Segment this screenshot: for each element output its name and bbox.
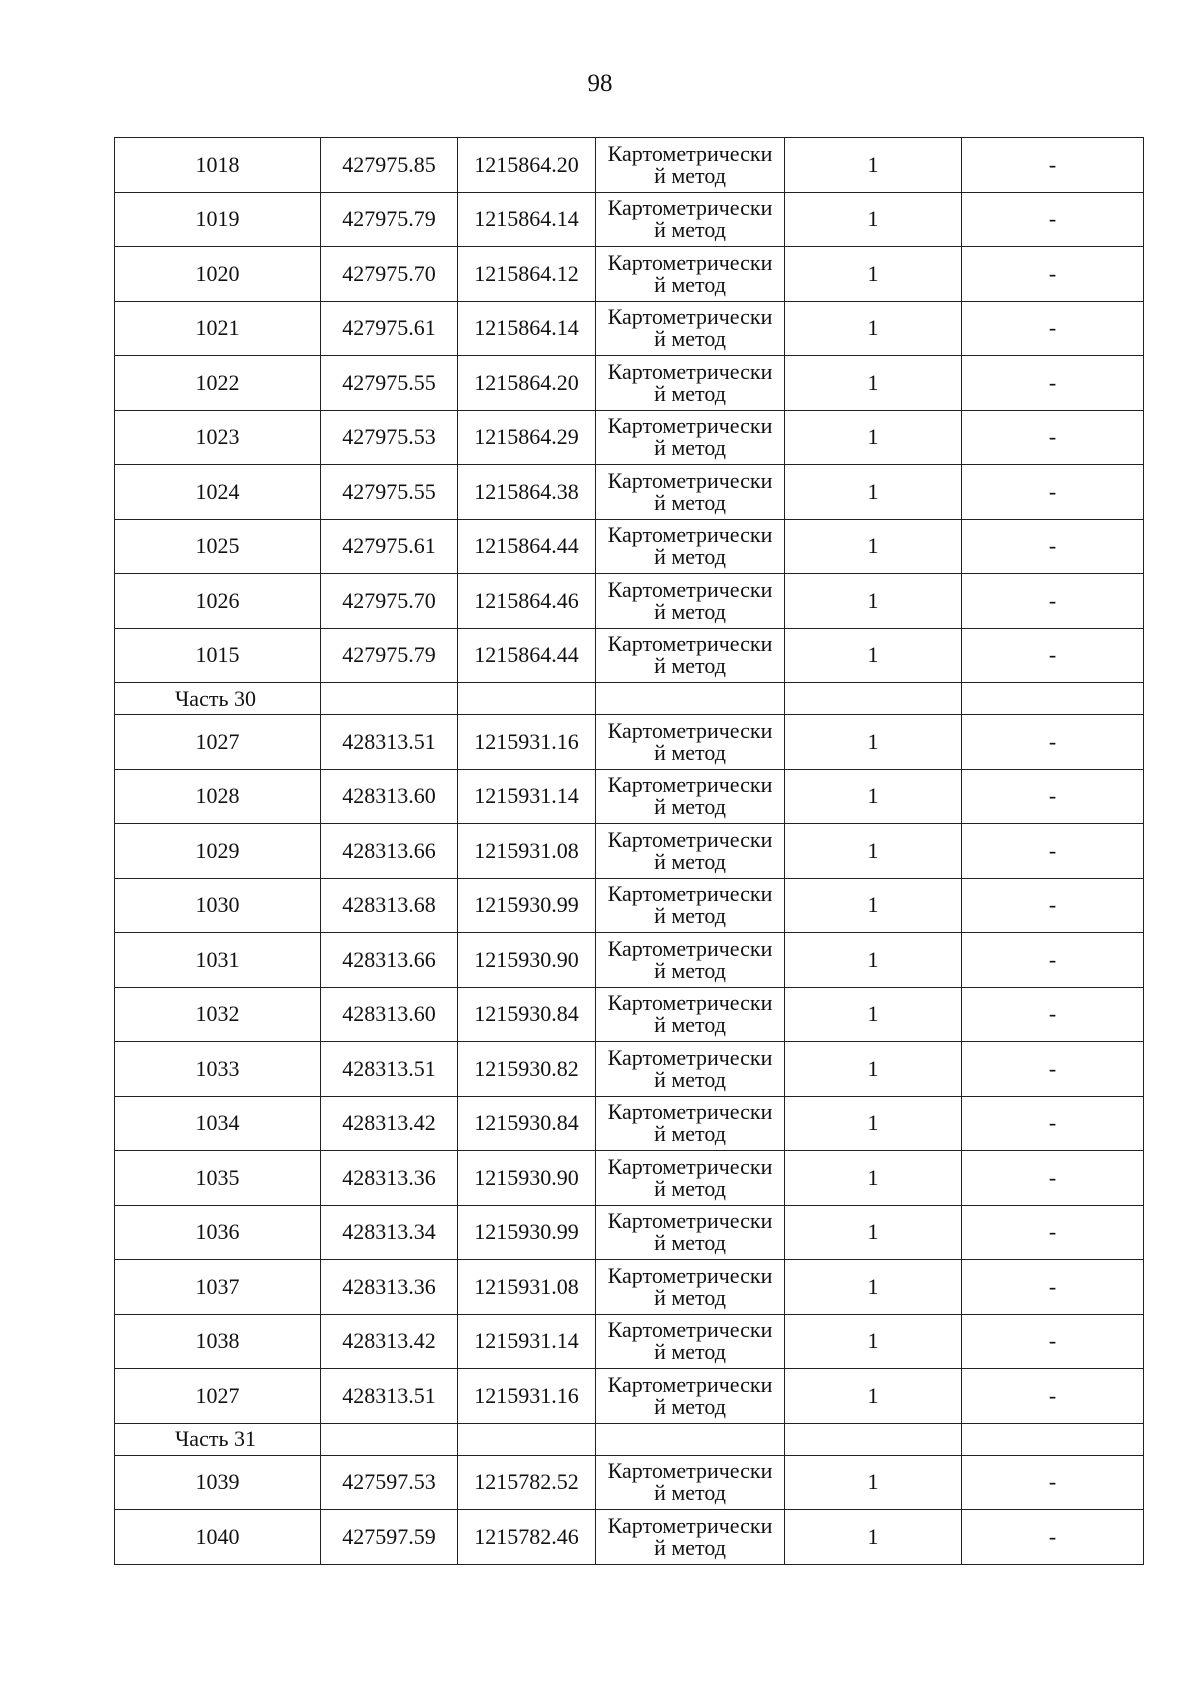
method-line-2: й метод: [654, 1339, 726, 1365]
x-coordinate-cell: 428313.68: [321, 878, 458, 933]
method-line-1: Картометрически: [607, 413, 773, 439]
accuracy-cell: 1: [785, 987, 962, 1042]
note-cell: -: [962, 574, 1144, 629]
y-coordinate-cell: 1215782.46: [458, 1510, 596, 1565]
point-id-cell: 1040: [115, 1510, 321, 1565]
method-cell: [596, 987, 785, 1042]
method-cell: [596, 138, 785, 193]
point-id-cell: 1030: [115, 878, 321, 933]
x-coordinate-cell: 427975.70: [321, 247, 458, 302]
point-id-cell: 1026: [115, 574, 321, 629]
x-coordinate-cell: 428313.51: [321, 1369, 458, 1424]
note-cell: -: [962, 1151, 1144, 1206]
method-line-1: Картометрически: [607, 195, 773, 221]
accuracy-cell: 1: [785, 247, 962, 302]
table-row: [115, 1369, 1144, 1424]
x-coordinate-cell: 428313.34: [321, 1205, 458, 1260]
x-coordinate-cell: 428313.66: [321, 933, 458, 988]
method-cell: [596, 356, 785, 411]
table-row: [115, 410, 1144, 465]
method-line-2: й метод: [654, 739, 726, 765]
note-cell: -: [962, 628, 1144, 683]
point-id-cell: 1027: [115, 1369, 321, 1424]
note-cell: -: [962, 519, 1144, 574]
table-row: [115, 138, 1144, 193]
accuracy-cell: 1: [785, 1205, 962, 1260]
accuracy-cell: 1: [785, 519, 962, 574]
method-cell: [596, 933, 785, 988]
empty-cell: [596, 1423, 785, 1455]
note-cell: -: [962, 301, 1144, 356]
method-line-2: й метод: [654, 848, 726, 874]
method-line-1: Картометрически: [607, 881, 773, 907]
method-cell: [596, 192, 785, 247]
part-header-row: [115, 683, 1144, 715]
method-line-1: Картометрически: [607, 935, 773, 961]
method-cell: [596, 715, 785, 770]
point-id-cell: 1029: [115, 824, 321, 879]
point-id-cell: 1015: [115, 628, 321, 683]
method-line-1: Картометрически: [607, 1262, 773, 1288]
y-coordinate-cell: 1215930.99: [458, 878, 596, 933]
x-coordinate-cell: 427975.53: [321, 410, 458, 465]
note-cell: -: [962, 1314, 1144, 1369]
accuracy-cell: 1: [785, 1510, 962, 1565]
note-cell: -: [962, 769, 1144, 824]
table-row: [115, 356, 1144, 411]
accuracy-cell: 1: [785, 933, 962, 988]
method-cell: [596, 1314, 785, 1369]
table-row: [115, 824, 1144, 879]
method-line-2: й метод: [654, 1012, 726, 1038]
x-coordinate-cell: 428313.51: [321, 715, 458, 770]
method-line-2: й метод: [654, 903, 726, 929]
note-cell: -: [962, 824, 1144, 879]
empty-cell: [962, 683, 1144, 715]
method-line-1: Картометрически: [607, 1099, 773, 1125]
method-line-2: й метод: [654, 1175, 726, 1201]
method-line-2: й метод: [654, 326, 726, 352]
empty-cell: [321, 683, 458, 715]
empty-cell: [785, 1423, 962, 1455]
y-coordinate-cell: 1215931.16: [458, 1369, 596, 1424]
note-cell: -: [962, 192, 1144, 247]
table-row: [115, 1151, 1144, 1206]
method-cell: [596, 769, 785, 824]
method-line-2: й метод: [654, 1534, 726, 1560]
method-cell: [596, 628, 785, 683]
page-number: 98: [587, 70, 613, 97]
coordinates-table: [114, 137, 1144, 1565]
y-coordinate-cell: 1215864.20: [458, 356, 596, 411]
point-id-cell: 1020: [115, 247, 321, 302]
y-coordinate-cell: 1215864.14: [458, 192, 596, 247]
x-coordinate-cell: 428313.36: [321, 1151, 458, 1206]
point-id-cell: 1021: [115, 301, 321, 356]
empty-cell: [785, 683, 962, 715]
point-id-cell: 1027: [115, 715, 321, 770]
x-coordinate-cell: 428313.42: [321, 1314, 458, 1369]
method-line-2: й метод: [654, 1121, 726, 1147]
table-row: [115, 519, 1144, 574]
method-cell: [596, 247, 785, 302]
method-line-1: Картометрически: [607, 1208, 773, 1234]
point-id-cell: 1018: [115, 138, 321, 193]
method-cell: [596, 519, 785, 574]
point-id-cell: 1025: [115, 519, 321, 574]
x-coordinate-cell: 427975.70: [321, 574, 458, 629]
empty-cell: [458, 683, 596, 715]
method-line-2: й метод: [654, 1066, 726, 1092]
table-row: [115, 247, 1144, 302]
method-line-2: й метод: [654, 162, 726, 188]
x-coordinate-cell: 428313.51: [321, 1042, 458, 1097]
x-coordinate-cell: 428313.60: [321, 769, 458, 824]
table-row: [115, 1314, 1144, 1369]
point-id-cell: 1028: [115, 769, 321, 824]
note-cell: -: [962, 1455, 1144, 1510]
method-cell: [596, 878, 785, 933]
accuracy-cell: 1: [785, 1260, 962, 1315]
note-cell: -: [962, 1042, 1144, 1097]
x-coordinate-cell: 428313.36: [321, 1260, 458, 1315]
accuracy-cell: 1: [785, 1042, 962, 1097]
empty-cell: [962, 1423, 1144, 1455]
y-coordinate-cell: 1215931.08: [458, 824, 596, 879]
method-line-2: й метод: [654, 217, 726, 243]
method-line-2: й метод: [654, 957, 726, 983]
x-coordinate-cell: 427975.85: [321, 138, 458, 193]
accuracy-cell: 1: [785, 824, 962, 879]
method-line-1: Картометрически: [607, 1371, 773, 1397]
point-id-cell: 1024: [115, 465, 321, 520]
table-body: [115, 138, 1144, 1565]
table-row: [115, 878, 1144, 933]
method-line-2: й метод: [654, 1393, 726, 1419]
method-line-1: Картометрически: [607, 990, 773, 1016]
method-line-1: Картометрически: [607, 304, 773, 330]
table-row: [115, 192, 1144, 247]
y-coordinate-cell: 1215864.20: [458, 138, 596, 193]
y-coordinate-cell: 1215864.44: [458, 519, 596, 574]
x-coordinate-cell: 427975.55: [321, 465, 458, 520]
method-line-1: Картометрически: [607, 826, 773, 852]
method-cell: [596, 824, 785, 879]
accuracy-cell: 1: [785, 628, 962, 683]
table-row: [115, 933, 1144, 988]
empty-cell: [321, 1423, 458, 1455]
point-id-cell: 1035: [115, 1151, 321, 1206]
note-cell: -: [962, 1510, 1144, 1565]
y-coordinate-cell: 1215931.16: [458, 715, 596, 770]
note-cell: -: [962, 247, 1144, 302]
accuracy-cell: 1: [785, 1314, 962, 1369]
table-row: [115, 1042, 1144, 1097]
y-coordinate-cell: 1215931.08: [458, 1260, 596, 1315]
x-coordinate-cell: 427975.61: [321, 519, 458, 574]
table-row: [115, 987, 1144, 1042]
method-line-2: й метод: [654, 1284, 726, 1310]
note-cell: -: [962, 878, 1144, 933]
method-line-2: й метод: [654, 271, 726, 297]
method-line-1: Картометрически: [607, 1458, 773, 1484]
note-cell: -: [962, 410, 1144, 465]
y-coordinate-cell: 1215864.29: [458, 410, 596, 465]
y-coordinate-cell: 1215782.52: [458, 1455, 596, 1510]
method-cell: [596, 574, 785, 629]
note-cell: -: [962, 138, 1144, 193]
method-line-1: Картометрически: [607, 576, 773, 602]
note-cell: -: [962, 465, 1144, 520]
note-cell: -: [962, 933, 1144, 988]
table-row: [115, 1096, 1144, 1151]
table-row: [115, 574, 1144, 629]
method-cell: [596, 1455, 785, 1510]
method-line-2: й метод: [654, 1480, 726, 1506]
x-coordinate-cell: 427597.53: [321, 1455, 458, 1510]
accuracy-cell: 1: [785, 410, 962, 465]
x-coordinate-cell: 427597.59: [321, 1510, 458, 1565]
y-coordinate-cell: 1215930.90: [458, 933, 596, 988]
method-line-2: й метод: [654, 489, 726, 515]
point-id-cell: 1023: [115, 410, 321, 465]
method-line-2: й метод: [654, 435, 726, 461]
accuracy-cell: 1: [785, 878, 962, 933]
accuracy-cell: 1: [785, 356, 962, 411]
x-coordinate-cell: 428313.66: [321, 824, 458, 879]
method-line-1: Картометрически: [607, 467, 773, 493]
table-row: [115, 301, 1144, 356]
method-line-1: Картометрически: [607, 358, 773, 384]
empty-cell: [458, 1423, 596, 1455]
method-cell: [596, 1260, 785, 1315]
accuracy-cell: 1: [785, 715, 962, 770]
table-row: [115, 628, 1144, 683]
method-line-1: Картометрически: [607, 140, 773, 166]
method-line-2: й метод: [654, 598, 726, 624]
note-cell: -: [962, 1096, 1144, 1151]
accuracy-cell: 1: [785, 1151, 962, 1206]
method-line-2: й метод: [654, 544, 726, 570]
y-coordinate-cell: 1215930.84: [458, 1096, 596, 1151]
method-line-2: й метод: [654, 794, 726, 820]
y-coordinate-cell: 1215864.12: [458, 247, 596, 302]
point-id-cell: 1034: [115, 1096, 321, 1151]
table-row: [115, 715, 1144, 770]
method-cell: [596, 1205, 785, 1260]
point-id-cell: 1031: [115, 933, 321, 988]
accuracy-cell: 1: [785, 301, 962, 356]
y-coordinate-cell: 1215931.14: [458, 769, 596, 824]
method-cell: [596, 301, 785, 356]
note-cell: -: [962, 356, 1144, 411]
point-id-cell: 1036: [115, 1205, 321, 1260]
table-row: [115, 465, 1144, 520]
x-coordinate-cell: 427975.55: [321, 356, 458, 411]
method-cell: [596, 410, 785, 465]
x-coordinate-cell: 428313.42: [321, 1096, 458, 1151]
part-header-row: [115, 1423, 1144, 1455]
y-coordinate-cell: 1215864.14: [458, 301, 596, 356]
point-id-cell: 1033: [115, 1042, 321, 1097]
y-coordinate-cell: 1215864.38: [458, 465, 596, 520]
method-line-2: й метод: [654, 1230, 726, 1256]
method-cell: [596, 1369, 785, 1424]
point-id-cell: 1019: [115, 192, 321, 247]
point-id-cell: 1032: [115, 987, 321, 1042]
table-row: [115, 1510, 1144, 1565]
accuracy-cell: 1: [785, 138, 962, 193]
method-line-2: й метод: [654, 380, 726, 406]
accuracy-cell: 1: [785, 192, 962, 247]
accuracy-cell: 1: [785, 1369, 962, 1424]
method-cell: [596, 1151, 785, 1206]
method-cell: [596, 1096, 785, 1151]
point-id-cell: 1037: [115, 1260, 321, 1315]
y-coordinate-cell: 1215930.90: [458, 1151, 596, 1206]
point-id-cell: 1039: [115, 1455, 321, 1510]
y-coordinate-cell: 1215931.14: [458, 1314, 596, 1369]
table-row: [115, 769, 1144, 824]
accuracy-cell: 1: [785, 769, 962, 824]
method-line-1: Картометрически: [607, 631, 773, 657]
method-line-1: Картометрически: [607, 1044, 773, 1070]
x-coordinate-cell: 428313.60: [321, 987, 458, 1042]
table-row: [115, 1260, 1144, 1315]
accuracy-cell: 1: [785, 1455, 962, 1510]
method-line-1: Картометрически: [607, 522, 773, 548]
note-cell: -: [962, 1369, 1144, 1424]
y-coordinate-cell: 1215864.44: [458, 628, 596, 683]
empty-cell: [596, 683, 785, 715]
accuracy-cell: 1: [785, 574, 962, 629]
method-line-1: Картометрически: [607, 772, 773, 798]
x-coordinate-cell: 427975.79: [321, 628, 458, 683]
method-line-1: Картометрически: [607, 249, 773, 275]
table-row: [115, 1455, 1144, 1510]
accuracy-cell: 1: [785, 1096, 962, 1151]
note-cell: -: [962, 1205, 1144, 1260]
point-id-cell: 1038: [115, 1314, 321, 1369]
table-row: [115, 1205, 1144, 1260]
note-cell: -: [962, 715, 1144, 770]
part-label: Часть 31: [115, 1423, 321, 1455]
note-cell: -: [962, 987, 1144, 1042]
y-coordinate-cell: 1215930.84: [458, 987, 596, 1042]
x-coordinate-cell: 427975.61: [321, 301, 458, 356]
method-line-2: й метод: [654, 653, 726, 679]
method-line-1: Картометрически: [607, 717, 773, 743]
x-coordinate-cell: 427975.79: [321, 192, 458, 247]
method-cell: [596, 1042, 785, 1097]
method-line-1: Картометрически: [607, 1317, 773, 1343]
part-label: Часть 30: [115, 683, 321, 715]
method-cell: [596, 465, 785, 520]
y-coordinate-cell: 1215864.46: [458, 574, 596, 629]
point-id-cell: 1022: [115, 356, 321, 411]
method-line-1: Картометрически: [607, 1512, 773, 1538]
y-coordinate-cell: 1215930.99: [458, 1205, 596, 1260]
note-cell: -: [962, 1260, 1144, 1315]
accuracy-cell: 1: [785, 465, 962, 520]
method-line-1: Картометрически: [607, 1153, 773, 1179]
method-cell: [596, 1510, 785, 1565]
y-coordinate-cell: 1215930.82: [458, 1042, 596, 1097]
